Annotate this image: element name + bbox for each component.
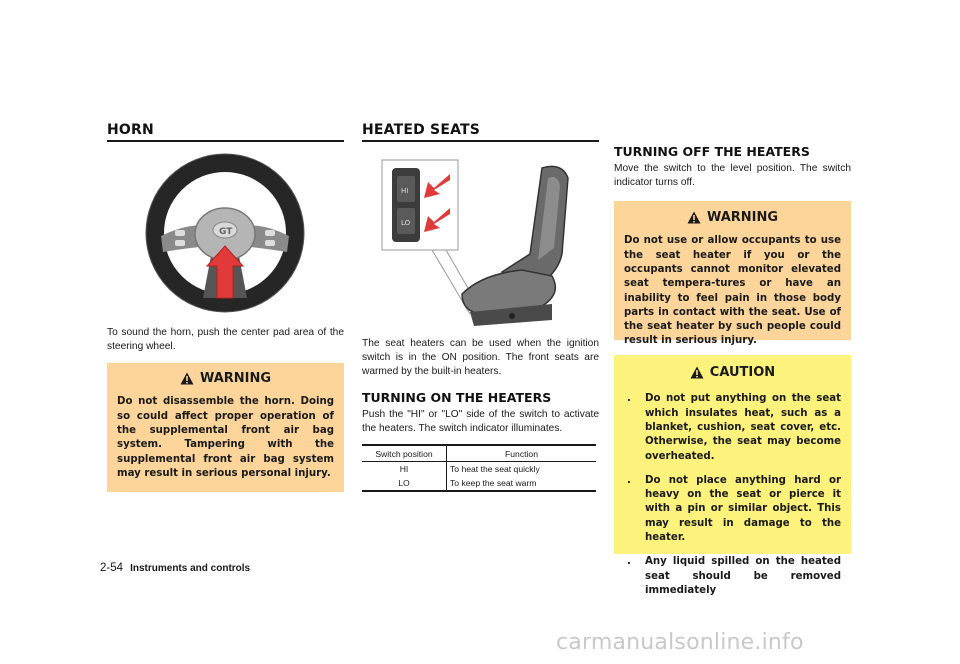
page-number: 2-54 — [100, 562, 124, 574]
caution-item-text: Do not put anything on the seat which insulates heat, such as a blanket, cushion, seat cover, etc. Otherwise, the seat may become overheated. — [645, 393, 841, 462]
caution-box — [614, 355, 851, 596]
table-row — [362, 476, 596, 491]
list-item — [624, 555, 841, 598]
heated-seats-heading: HEATED SEATS — [362, 122, 599, 142]
list-item — [624, 392, 841, 463]
site-watermark: carmanualsonline.info — [556, 630, 804, 655]
switch-hi-label: HI — [401, 187, 409, 195]
seat-icon — [362, 144, 599, 332]
horn-body-text: To sound the horn, push the center pad area of the steering wheel. — [107, 327, 344, 353]
turning-off-heading: TURNING OFF THE HEATERS — [614, 144, 810, 159]
switch-function-table — [362, 444, 596, 492]
table-header-function: Function — [447, 445, 597, 462]
turning-on-heading: TURNING ON THE HEATERS — [362, 389, 552, 405]
table-cell: To heat the seat quickly — [450, 464, 540, 475]
caution-triangle-icon — [690, 366, 704, 379]
bullet-glyph: . — [627, 474, 631, 486]
wheel-badge: GT — [219, 227, 233, 237]
caution-item-text: Any liquid spilled on the heated seat should be removed immediately — [645, 556, 841, 596]
turning-off-warning-text: Do not use or allow occupants to use the seat heater if you or the occupants cannot monitor elevated seat tempera-tures or have an inability to feel pain in those body parts in contact with the seat. Use of the seat heater by such people could result in serious injury. — [624, 235, 841, 347]
turning-off-warning-title — [624, 210, 841, 225]
horn-warning-box — [107, 363, 344, 492]
caution-list — [624, 392, 841, 598]
switch-lo-label: LO — [401, 219, 411, 227]
turning-off-column — [614, 0, 851, 596]
table-cell: HI — [362, 462, 447, 477]
table-header-switch: Switch position — [362, 445, 447, 462]
steering-wheel-illustration — [107, 148, 344, 318]
turning-off-warning-title-text: WARNING — [706, 210, 779, 226]
heated-seats-intro: The seat heaters can be used when the ignition switch is in the ON position. The front seats are warmed by the built-in heaters. — [362, 338, 599, 378]
table-cell: LO — [362, 476, 447, 491]
horn-warning-title — [117, 371, 334, 386]
horn-column — [107, 0, 344, 492]
table-cell: To keep the seat warm — [447, 476, 597, 491]
turning-off-body: Move the switch to the level position. The switch indicator turns off. — [614, 163, 851, 189]
caution-title — [624, 365, 841, 380]
bullet-glyph: . — [627, 556, 631, 568]
horn-warning-text: Do not disassemble the horn. Doing so could affect proper operation of the supplemental front air bag system. Tampering with the supplemental front air bag system may result in serious personal injury. — [117, 396, 334, 479]
caution-item-text: Do not place anything hard or heavy on the seat or pierce it with a pin or similar object. This may result in damage to the heater. — [645, 474, 841, 544]
heated-seats-column — [362, 0, 599, 492]
horn-heading: HORN — [107, 122, 344, 142]
footer-section-title: Instruments and controls — [130, 563, 251, 574]
warning-triangle-icon — [687, 211, 701, 224]
list-item — [624, 474, 841, 545]
steering-wheel-icon — [107, 148, 344, 318]
turning-on-body: Push the "HI" or "LO" side of the switch to activate the heaters. The switch indicator illuminates. — [362, 408, 599, 434]
page-footer — [100, 562, 250, 574]
turning-off-warning-box — [614, 201, 851, 347]
caution-title-text: CAUTION — [709, 365, 776, 381]
table-row — [362, 462, 596, 477]
bullet-glyph: . — [627, 393, 631, 405]
warning-triangle-icon — [180, 372, 194, 385]
heated-seat-illustration — [362, 144, 599, 332]
horn-warning-title-text: WARNING — [199, 371, 272, 387]
